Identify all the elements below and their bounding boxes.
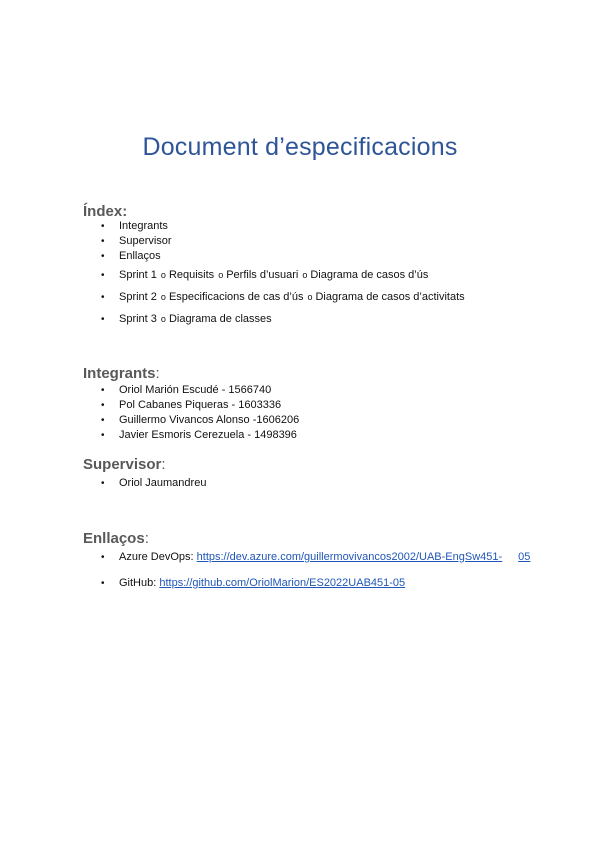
- member-item: • Guillermo Vivancos Alonso -1606206: [101, 413, 299, 428]
- github-link[interactable]: https://github.com/OriolMarion/ES2022UAB451-05: [159, 577, 406, 589]
- sprint3-label: Sprint 3: [119, 313, 157, 325]
- enllacos-heading: [83, 530, 149, 547]
- integrants-heading: [83, 365, 160, 382]
- index-item-enllacos: • Enllaços: [101, 249, 465, 264]
- links-list: [101, 550, 530, 591]
- sprint1-sub-2: Perfils d’usuari: [226, 269, 299, 281]
- sprint2-sub-1: Especificacions de cas d’ús: [168, 291, 304, 303]
- member-item: • Oriol Marión Escudé - 1566740: [101, 383, 299, 398]
- supervisor-heading: [83, 456, 166, 473]
- sub-bullet: o: [302, 270, 308, 280]
- sub-bullet: o: [160, 270, 166, 280]
- supervisor-heading-colon: :: [161, 456, 166, 473]
- index-heading-text: Índex: [83, 203, 123, 220]
- github-link-item: [101, 576, 530, 591]
- integrants-heading-text: Integrants: [83, 365, 156, 382]
- enllacos-heading-colon: :: [144, 530, 149, 547]
- github-label: GitHub:: [119, 577, 157, 589]
- sprint1-sub-1: Requisits: [168, 269, 215, 281]
- sprint1-label: Sprint 1: [119, 269, 157, 281]
- enllacos-heading-text: Enllaços: [83, 530, 145, 547]
- index-item-supervisor: • Supervisor: [101, 234, 465, 249]
- azure-devops-link[interactable]: https://dev.azure.com/guillermovivancos2002/UAB-EngSw451-: [196, 551, 503, 563]
- supervisor-list: [101, 476, 206, 491]
- index-heading: [83, 203, 127, 220]
- integrants-heading-colon: :: [155, 365, 160, 382]
- index-item-sprint2: [101, 290, 465, 305]
- member-item: • Pol Cabanes Piqueras - 1603336: [101, 398, 299, 413]
- index-item-sprint1: [101, 268, 465, 283]
- sprint1-sub-3: Diagrama de casos d’ús: [310, 269, 429, 281]
- sprint3-sub-1: Diagrama de classes: [168, 313, 272, 325]
- azure-label: Azure DevOps:: [119, 551, 194, 563]
- sub-bullet: o: [160, 314, 166, 324]
- sprint2-label: Sprint 2: [119, 291, 157, 303]
- azure-devops-link-suffix[interactable]: 05: [518, 551, 531, 563]
- azure-link-item: [101, 550, 530, 565]
- index-item-sprint3: [101, 312, 465, 327]
- supervisor-heading-text: Supervisor: [83, 456, 162, 473]
- sprint2-sub-2: Diagrama de casos d’activitats: [315, 291, 465, 303]
- supervisor-name: • Oriol Jaumandreu: [101, 476, 206, 491]
- index-heading-colon: :: [122, 203, 128, 220]
- integrants-list: [101, 383, 299, 443]
- index-list: [101, 219, 465, 327]
- index-item-integrants: • Integrants: [101, 219, 465, 234]
- document-title: Document d’especificacions: [142, 133, 458, 161]
- sub-bullet: o: [218, 270, 224, 280]
- member-item: • Javier Esmoris Cerezuela - 1498396: [101, 428, 299, 443]
- sub-bullet: o: [160, 292, 166, 302]
- sub-bullet: o: [307, 292, 313, 302]
